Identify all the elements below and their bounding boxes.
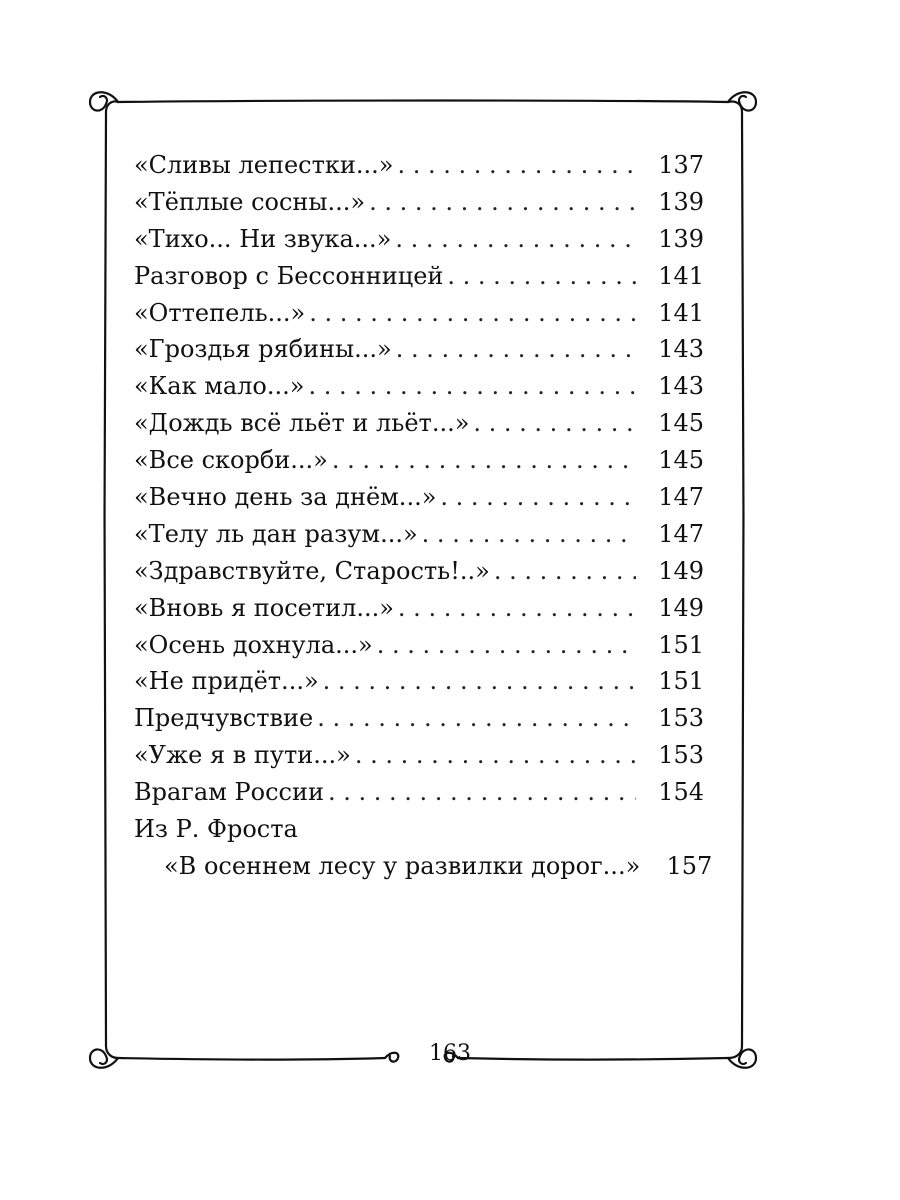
toc-entry bbox=[134, 442, 704, 479]
toc-entry bbox=[134, 184, 704, 221]
toc-entry bbox=[134, 627, 704, 664]
dot-leader bbox=[377, 627, 636, 664]
toc-entry-page: 137 bbox=[658, 151, 704, 179]
toc-entry-title: «В осеннем лесу у развилки дорог...» bbox=[164, 848, 644, 885]
toc-entry-page: 141 bbox=[658, 298, 704, 327]
toc-entry bbox=[134, 405, 704, 442]
toc-entry bbox=[134, 553, 704, 590]
toc-entry-page: 145 bbox=[658, 409, 704, 438]
toc-sub-entry bbox=[134, 848, 713, 885]
dot-leader bbox=[369, 184, 636, 221]
dot-leader bbox=[309, 295, 636, 332]
toc-entry-page: 151 bbox=[658, 630, 704, 659]
toc-entry bbox=[134, 663, 704, 700]
toc-entry-page: 141 bbox=[658, 261, 704, 290]
toc-entry-title: «Телу ль дан разум...» bbox=[134, 516, 422, 553]
toc-entry-page: 147 bbox=[658, 483, 704, 512]
toc-entry-title: «Уже я в пути...» bbox=[134, 737, 355, 774]
toc-entry-title: «Как мало...» bbox=[134, 368, 308, 405]
toc-entry-page: 139 bbox=[658, 187, 704, 216]
toc-entry bbox=[134, 221, 704, 258]
dot-leader bbox=[308, 368, 636, 405]
toc-entry bbox=[134, 590, 704, 627]
toc-entry bbox=[134, 295, 704, 332]
toc-entry-title: Предчувствие bbox=[134, 700, 317, 737]
table-of-contents bbox=[134, 147, 713, 885]
toc-entry-page: 149 bbox=[658, 593, 704, 622]
toc-entry-page: 147 bbox=[658, 519, 704, 548]
toc-entry-page: 153 bbox=[658, 704, 704, 733]
dot-leader bbox=[328, 774, 636, 811]
toc-entry-title: Из Р. Фроста bbox=[134, 811, 298, 848]
dot-leader bbox=[494, 553, 636, 590]
toc-entry bbox=[134, 774, 704, 811]
dot-leader bbox=[397, 147, 636, 184]
dot-leader bbox=[396, 331, 636, 368]
toc-entry-title: «Тёплые сосны...» bbox=[134, 184, 369, 221]
page-number: 163 bbox=[429, 1041, 471, 1066]
dot-leader bbox=[440, 479, 636, 516]
dot-leader bbox=[447, 258, 636, 295]
toc-entry bbox=[134, 737, 704, 774]
toc-entry-title: «Тихо... Ни звука...» bbox=[134, 221, 395, 258]
toc-section-heading bbox=[134, 811, 704, 848]
dot-leader bbox=[323, 663, 636, 700]
dot-leader bbox=[317, 700, 636, 737]
toc-entry-title: «Здравствуйте, Старость!..» bbox=[134, 553, 494, 590]
toc-entry-page: 157 bbox=[666, 851, 713, 880]
toc-entry-title: Врагам России bbox=[134, 774, 328, 811]
toc-entry-page: 145 bbox=[658, 446, 704, 475]
dot-leader bbox=[332, 442, 636, 479]
toc-entry-page: 143 bbox=[658, 335, 704, 364]
toc-entry-title: «Вновь я посетил...» bbox=[134, 590, 398, 627]
toc-entry bbox=[134, 368, 704, 405]
toc-entry-title: «Все скорби...» bbox=[134, 442, 332, 479]
toc-entry-title: «Гроздья рябины...» bbox=[134, 331, 396, 368]
toc-entry bbox=[134, 258, 704, 295]
toc-entry bbox=[134, 147, 704, 184]
toc-entry-title: «Осень дохнула...» bbox=[134, 627, 377, 664]
toc-entry-page: 154 bbox=[658, 778, 704, 807]
dot-leader bbox=[395, 221, 636, 258]
toc-entry-title: «Дождь всё льёт и льёт...» bbox=[134, 405, 473, 442]
toc-entry bbox=[134, 331, 704, 368]
toc-entry bbox=[134, 479, 704, 516]
toc-entry-page: 143 bbox=[658, 372, 704, 401]
toc-entry-page: 149 bbox=[658, 556, 704, 585]
toc-entry bbox=[134, 516, 704, 553]
dot-leader bbox=[398, 590, 636, 627]
toc-entry-page: 153 bbox=[658, 741, 704, 770]
toc-entry-title: Разговор с Бессонницей bbox=[134, 258, 447, 295]
toc-entry-title: «Сливы лепестки...» bbox=[134, 147, 397, 184]
dot-leader bbox=[422, 516, 636, 553]
toc-entry-title: «Не придёт...» bbox=[134, 663, 323, 700]
toc-entry bbox=[134, 700, 704, 737]
toc-entry-page: 139 bbox=[658, 224, 704, 253]
toc-entry-title: «Вечно день за днём...» bbox=[134, 479, 440, 516]
toc-entry-title: «Оттепель...» bbox=[134, 295, 309, 332]
dot-leader bbox=[473, 405, 636, 442]
toc-entry-page: 151 bbox=[658, 667, 704, 696]
dot-leader bbox=[355, 737, 636, 774]
